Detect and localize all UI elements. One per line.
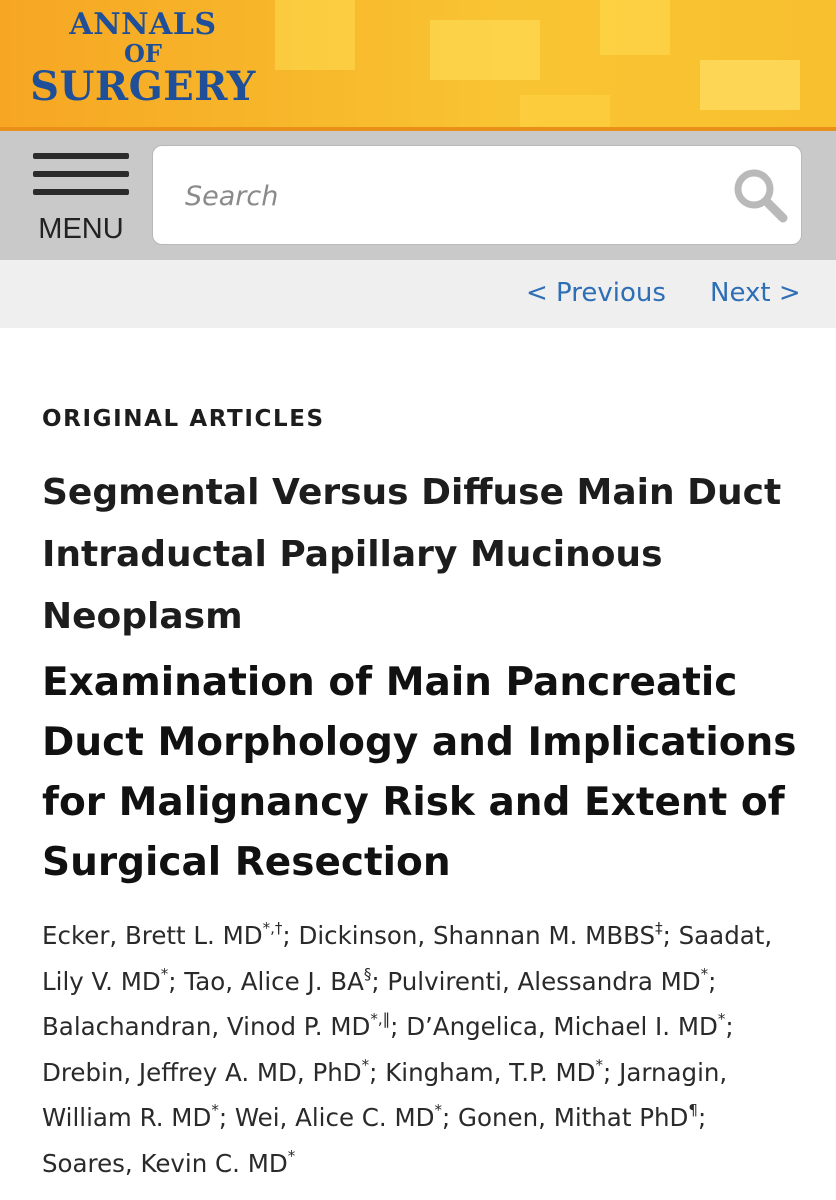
hamburger-icon — [33, 189, 129, 195]
banner-decor — [700, 60, 800, 110]
article-title: Segmental Versus Diffuse Main Duct Intraductal Papillary Mucinous Neoplasm — [42, 472, 782, 637]
author-affiliation-mark: § — [363, 964, 372, 983]
section-label: ORIGINAL ARTICLES — [42, 406, 325, 432]
menu-button[interactable] — [28, 153, 134, 247]
author-name[interactable]: Balachandran, Vinod P. MD — [42, 1012, 371, 1041]
logo-line-annals: ANNALS — [69, 7, 217, 42]
hamburger-icon — [33, 171, 129, 177]
author-affiliation-mark: * — [717, 1009, 726, 1028]
author — [42, 1055, 370, 1087]
journal-logo[interactable] — [12, 7, 274, 110]
author-name[interactable]: D’Angelica, Michael I. MD — [406, 1012, 718, 1041]
hamburger-icon — [33, 153, 129, 159]
author-affiliation-mark: * — [434, 1100, 442, 1119]
author — [42, 1009, 391, 1041]
search-icon[interactable] — [731, 166, 789, 224]
author-name[interactable]: Ecker, Brett L. MD — [42, 921, 263, 950]
author-name[interactable]: Gonen, Mithat PhD — [458, 1103, 689, 1132]
banner-decor — [600, 0, 670, 55]
author-name[interactable]: Saadat, Lily V. MD — [42, 921, 773, 996]
author — [385, 1055, 604, 1087]
author-affiliation-mark: * — [595, 1055, 604, 1074]
author-affiliation-mark: * — [160, 964, 169, 983]
article-subtitle: Examination of Main Pancreatic Duct Morphology and Implications for Malignancy Risk and Extent of Surgical Resection — [42, 660, 797, 885]
author-name[interactable]: Drebin, Jeffrey A. MD, PhD — [42, 1057, 362, 1087]
author-affiliation-mark: * — [361, 1055, 370, 1074]
author — [458, 1100, 698, 1132]
author — [387, 964, 709, 996]
author-name[interactable]: Jarnagin, William R. MD — [42, 1057, 728, 1132]
author-affiliation-mark: ‡ — [655, 918, 663, 937]
logo-line-surgery: SURGERY — [30, 63, 256, 110]
author-name[interactable]: Dickinson, Shannan M. MBBS — [298, 921, 656, 950]
author — [298, 918, 663, 950]
banner-decor — [520, 95, 610, 131]
search-input[interactable] — [183, 172, 707, 220]
author — [406, 1009, 726, 1041]
search-box — [152, 145, 802, 245]
logo-line-of: OF — [124, 39, 162, 68]
author-list: Ecker, Brett L. MD*,†; Dickinson, Shannan M. MBBS‡; Saadat, Lily V. MD*; Tao, Alice J. BA§; Pulvirenti, Alessandra MD*; Balachandran, Vinod P. MD*,‖; D’Angelica, Michael I. MD*; Drebin, Jeffrey A. MD, PhD*; Kingham, T.P. MD*; Jarnagin, William R. MD*; Wei, Alice C. MD*; Gonen, Mithat PhD¶; Soares, Kevin C. MD* — [42, 918, 773, 1178]
author-affiliation-mark: *,† — [262, 918, 283, 937]
author-name[interactable]: Wei, Alice C. MD — [234, 1103, 435, 1132]
author — [184, 964, 372, 996]
author-affiliation-mark: * — [287, 1146, 296, 1165]
previous-link[interactable]: < Previous — [526, 278, 666, 308]
search-toolbar — [0, 131, 836, 260]
article-pager — [0, 260, 836, 328]
author-name[interactable]: Kingham, T.P. MD — [385, 1057, 596, 1087]
author-affiliation-mark: * — [700, 964, 709, 983]
banner-decor — [430, 20, 540, 80]
author-affiliation-mark: ¶ — [688, 1100, 698, 1119]
author-name[interactable]: Soares, Kevin C. MD — [42, 1148, 288, 1178]
author — [42, 918, 283, 950]
author — [234, 1100, 442, 1132]
next-link[interactable]: Next > — [710, 278, 801, 308]
author — [42, 1146, 296, 1178]
author-name[interactable]: Pulvirenti, Alessandra MD — [387, 966, 701, 996]
author-affiliation-mark: * — [211, 1100, 219, 1119]
banner-decor — [275, 0, 355, 70]
author-name[interactable]: Tao, Alice J. BA — [184, 966, 364, 996]
journal-banner — [0, 0, 836, 131]
menu-label: MENU — [38, 213, 124, 245]
author-affiliation-mark: *,‖ — [370, 1009, 391, 1028]
